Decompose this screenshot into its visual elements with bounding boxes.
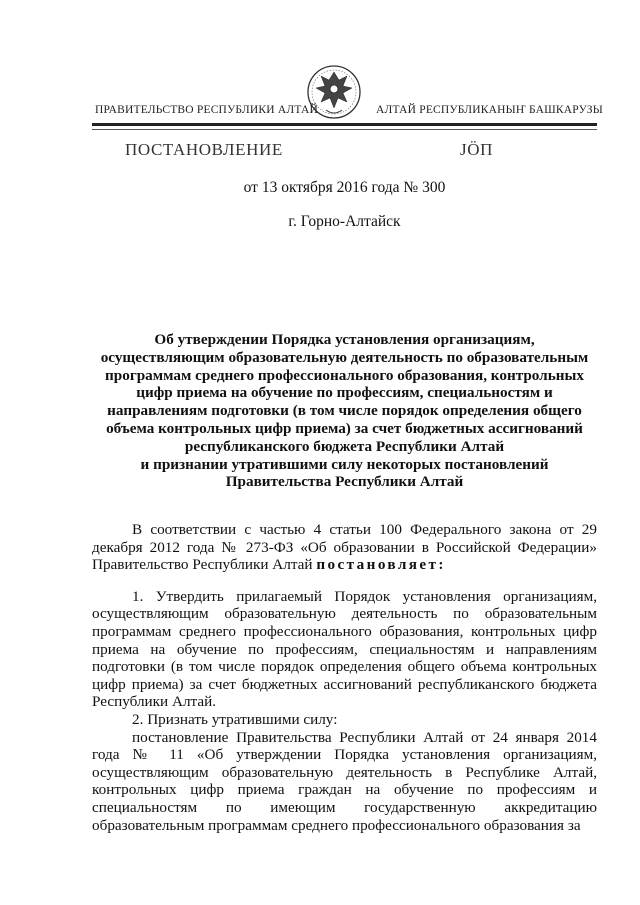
title-line: Об утверждении Порядка установления организациям, (154, 331, 535, 348)
decree-word: постановляет: (316, 556, 446, 574)
government-name-russian: ПРАВИТЕЛЬСТВО РЕСПУБЛИКИ АЛТАЙ (95, 104, 319, 116)
title-line: программам среднего профессионального образования, контрольных (105, 366, 584, 384)
title-line: направлениям подготовки (в том числе порядок определения общего (107, 402, 582, 420)
decree-body (92, 521, 597, 834)
header-rule-thick (92, 123, 597, 126)
title-line: Правительства Республики Алтай (225, 473, 464, 491)
decree-date-number: от 13 октября 2016 года № 300 (243, 179, 446, 196)
title-line: объема контрольных цифр приема) за счет бюджетных ассигнований (106, 419, 583, 437)
preamble-text: В соответствии с частью 4 статьи 100 Федерального закона от 29 декабря 2012 года № 273-ФЗ «Об образовании в Российской Федерации» Правительство Республики Алтай (92, 521, 597, 574)
doc-type-altai: JӦП (460, 140, 493, 159)
government-name-altai: АЛТАЙ РЕСПУБЛИКАНЫҤ БАШКАРУЗЫ (376, 104, 603, 116)
title-line: и признании утратившими силу некоторых постановлений (140, 455, 549, 473)
title-line: республиканского бюджета Республики Алтай (184, 437, 505, 455)
preamble-paragraph (92, 521, 597, 574)
decree-title (92, 331, 597, 491)
title-line: цифр приема на обучение по профессиям, специальностям и (136, 384, 553, 402)
title-line: осуществляющим образовательную деятельность по образовательным (100, 348, 589, 366)
decree-city: г. Горно-Алтайск (288, 213, 401, 230)
item-1-paragraph: 1. Утвердить прилагаемый Порядок установления организациям, осуществляющим образовательную деятельность по образовательным программам среднего профессионального образования, контрольных цифр приема на обучение по профессиям, специальностям и направлениям подготовки (в том числе порядок определения общего объема контрольных цифр приема) за счет бюджетных ассигнований республиканского бюджета Республики Алтай. (92, 587, 597, 711)
header-rule-thin (92, 129, 597, 130)
item-2-paragraph: 2. Признать утратившими силу: (132, 710, 338, 728)
item-2-sub-paragraph: постановление Правительства Республики Алтай от 24 января 2014 года № 11 «Об утверждении Порядка установления организациям, осуществляющим образовательную деятельность в Республике Алтай, контрольных цифр приема граждан на обучение по профессиям и специальностям по имеющим государственную аккредитацию образовательным программам среднего профессионального образования за (92, 728, 597, 834)
doc-type-russian: ПОСТАНОВЛЕНИЕ (125, 140, 283, 159)
